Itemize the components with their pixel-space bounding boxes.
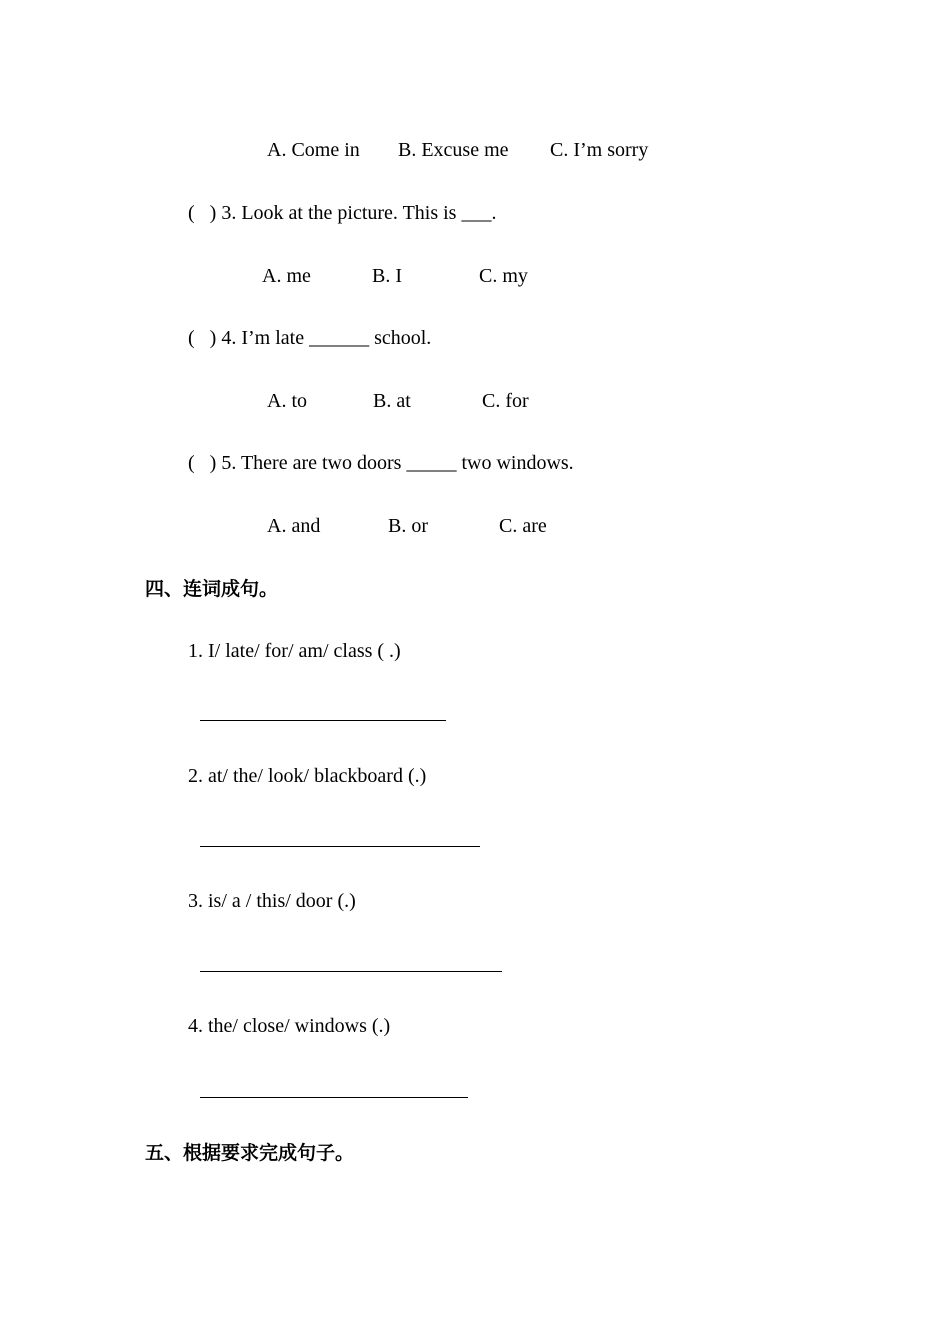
q3-option-a: A. me [262, 265, 311, 287]
answer-line-3[interactable] [200, 971, 502, 972]
question-4: ( ) 4. I’m late ______ school. [188, 327, 432, 349]
q2-option-c: C. I’m sorry [550, 139, 649, 161]
q4-option-a: A. to [267, 390, 307, 412]
question-5: ( ) 5. There are two doors _____ two windows. [188, 452, 574, 474]
q4-option-b: B. at [373, 390, 411, 412]
answer-line-4[interactable] [200, 1097, 468, 1098]
answer-line-2[interactable] [200, 846, 480, 847]
q4-option-c: C. for [482, 390, 529, 412]
section-4-item-4: 4. the/ close/ windows (.) [188, 1015, 391, 1037]
section-5-title: 五、根据要求完成句子。 [145, 1142, 355, 1164]
q2-option-b: B. Excuse me [398, 139, 509, 161]
answer-line-1[interactable] [200, 720, 446, 721]
q2-option-a: A. Come in [267, 139, 360, 161]
section-4-item-2: 2. at/ the/ look/ blackboard (.) [188, 765, 427, 787]
q5-option-c: C. are [499, 515, 547, 537]
section-4-title: 四、连词成句。 [145, 578, 279, 600]
q5-option-a: A. and [267, 515, 321, 537]
question-3: ( ) 3. Look at the picture. This is ___. [188, 202, 497, 224]
q3-option-b: B. I [372, 265, 402, 287]
section-4-item-1: 1. I/ late/ for/ am/ class ( .) [188, 640, 401, 662]
section-4-item-3: 3. is/ a / this/ door (.) [188, 890, 356, 912]
q5-option-b: B. or [388, 515, 428, 537]
q3-option-c: C. my [479, 265, 528, 287]
